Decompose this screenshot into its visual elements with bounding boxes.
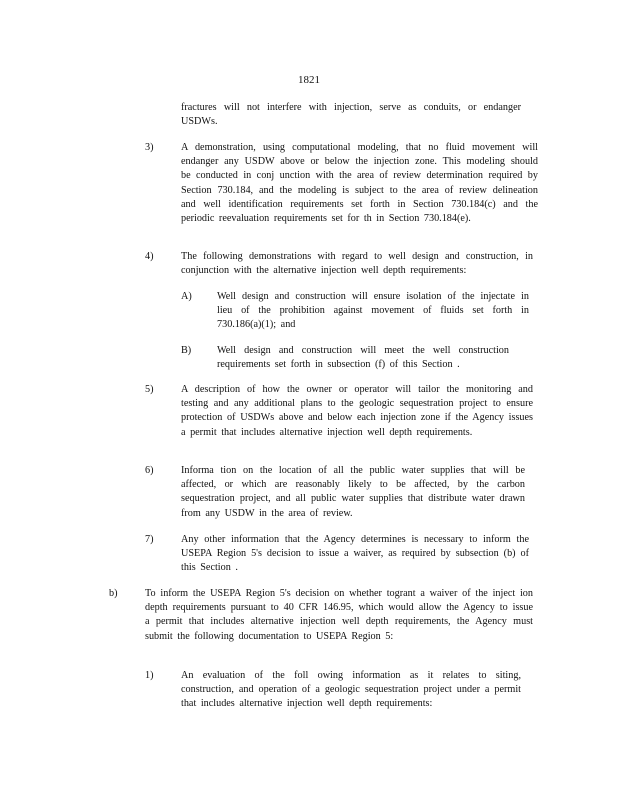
item-text: To inform the USEPA Region 5's decision on whether togrant a waiver of the inject ion depth requirements pursuant to 40 CFR 146.95, which would allow the Agency to issue a permit that includes alternative injection well depth requirements, the Agency must submit the following documentation to USEPA Region 5:	[145, 588, 533, 642]
item-text: Well design and construction will meet the well construction requirements set forth in subsection (f) of this Section .	[217, 345, 509, 371]
item-text: Informa tion on the location of all the public water supplies that will be affected, or which are reasonably likely to be affected, by the carbon sequestration project, and all public water supplies that distribute water drawn from any USDW in the area of review.	[181, 465, 525, 519]
continuation-paragraph: fractures will not interfere with injection, serve as conduits, or endanger USDWs.	[181, 102, 521, 128]
item-text: Well design and construction will ensure isolation of the injectate in lieu of the prohibition against movement of fluids set forth in 730.186(a)(1); and	[217, 291, 529, 331]
item-label: 7)	[145, 534, 154, 545]
item-label: 3)	[145, 142, 154, 153]
item-text: An evaluation of the foll owing information as it relates to siting, construction, and operation of a geologic sequestration project under a permit that includes alternative injection well depth requirements:	[181, 670, 521, 710]
page-number: 1821	[298, 74, 320, 86]
item-text: A demonstration, using computational modeling, that no fluid movement will endanger any USDW above or below the injection zone. This modeling should be conducted in conj unction with the area of review determination required by Section 730.184, and the modeling is subject to the area of review delineation and well identification requirements set forth in Section 730.184(c) and the periodic reevaluation requirements set for th in Section 730.184(e).	[181, 142, 538, 225]
item-label: B)	[181, 345, 192, 356]
item-label: A)	[181, 291, 192, 302]
item-label: 4)	[145, 251, 154, 262]
item-label: 5)	[145, 384, 154, 395]
item-text: Any other information that the Agency determines is necessary to inform the USEPA Region 5's decision to issue a waiver, as required by subsection (b) of this Section .	[181, 534, 529, 574]
item-text: The following demonstrations with regard to well design and construction, in conjunction with the alternative injection well depth requirements:	[181, 251, 533, 277]
item-label: 1)	[145, 670, 154, 681]
item-label: b)	[109, 588, 118, 599]
item-text: A description of how the owner or operator will tailor the monitoring and testing and any additional plans to the geologic sequestration project to ensure protection of USDWs above and below each injection zone if the Agency issues a permit that includes alternative injection well depth requirements.	[181, 384, 533, 438]
item-label: 6)	[145, 465, 154, 476]
